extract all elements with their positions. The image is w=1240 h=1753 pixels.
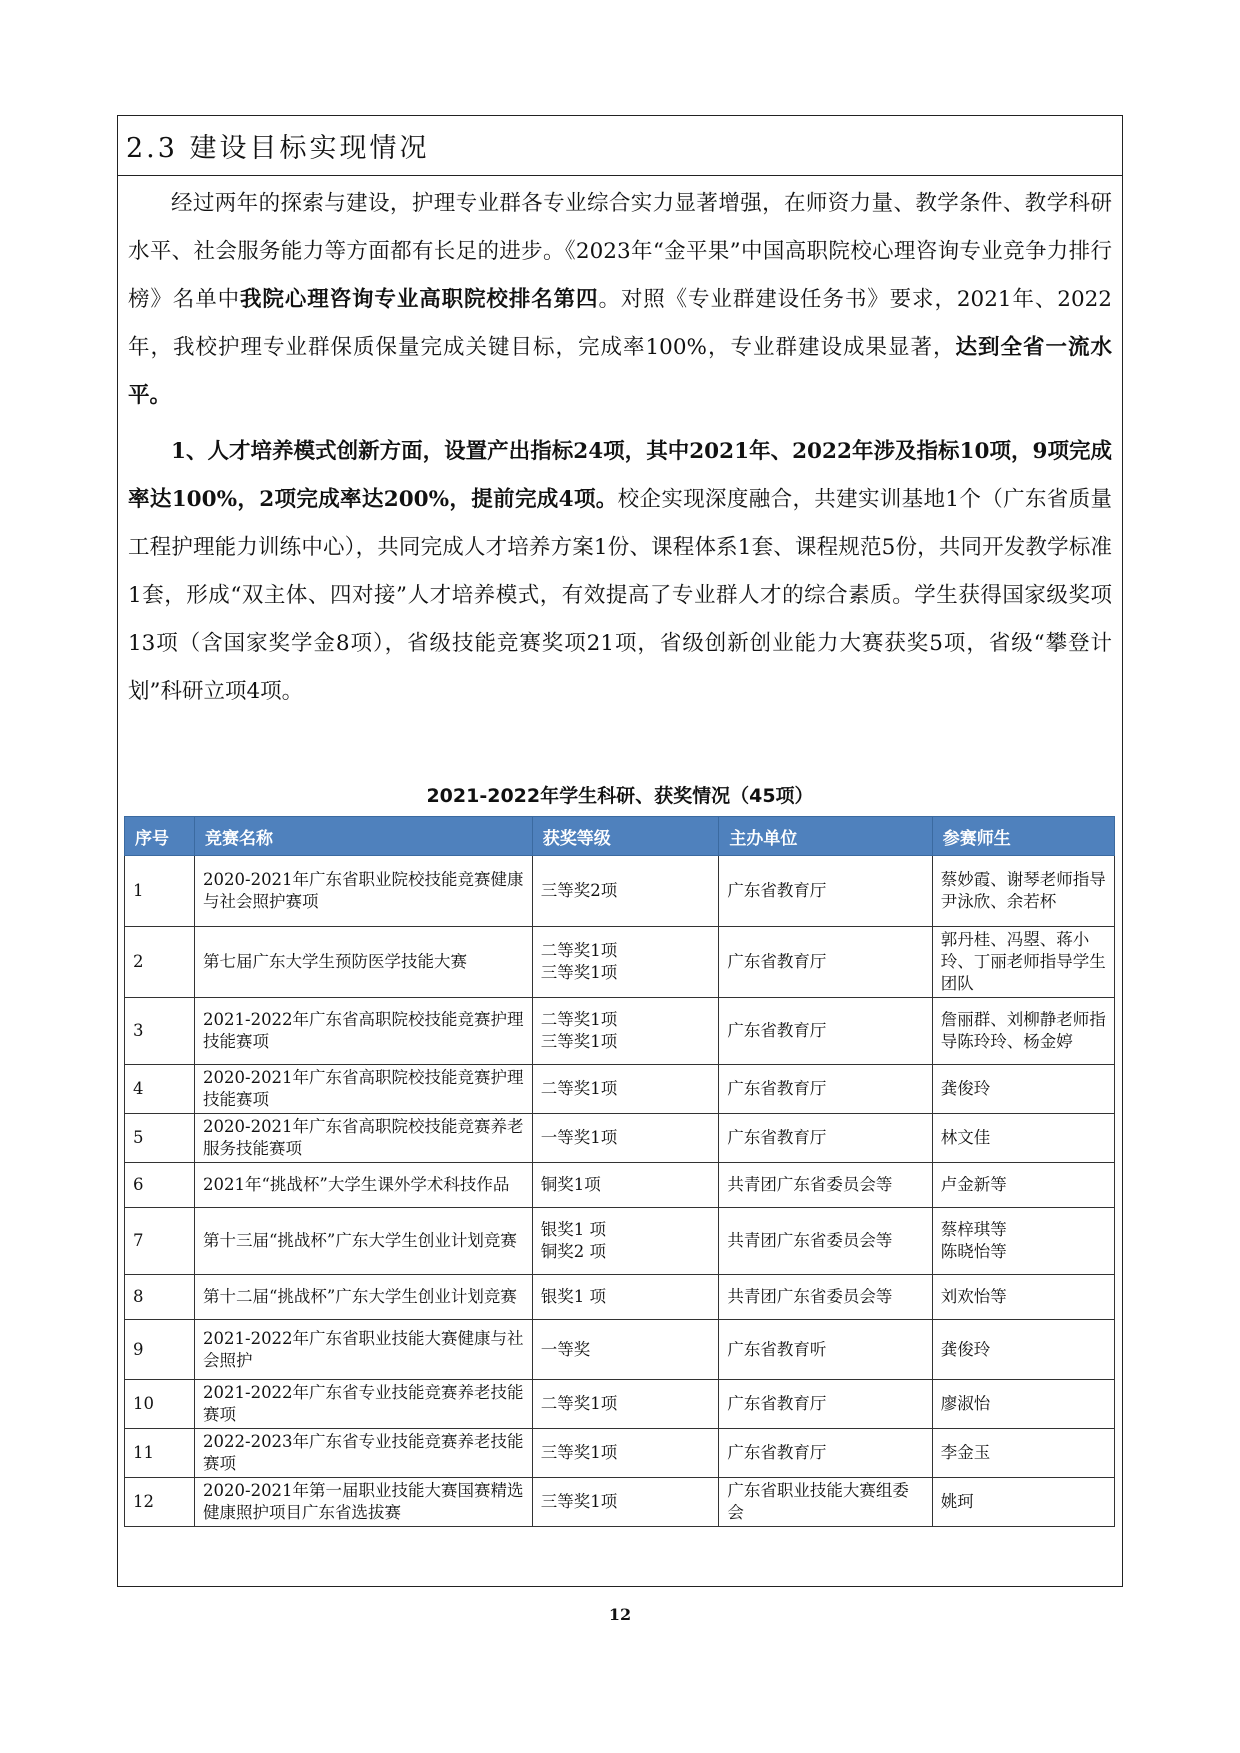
cell-name: 第七届广东大学生预防医学技能大赛 xyxy=(195,927,533,998)
content-frame xyxy=(117,115,1123,1587)
cell-people: 卢金新等 xyxy=(932,1163,1114,1208)
cell-people: 蔡梓琪等 陈晓怡等 xyxy=(932,1208,1114,1275)
cell-name: 第十三届“挑战杯”广东大学生创业计划竞赛 xyxy=(195,1208,533,1275)
para2-text-1: 校企实现深度融合，共建实训基地1个（广东省质量工程护理能力训练中心），共同完成人才培养方案1份、课程体系1套、课程规范5份，共同开发教学标准1套，形成“双主体、四对接”人才培养模式，有效提高了专业群人才的综合素质。学生获得国家级奖项13项（含国家奖学金8项），省级技能竞赛奖项21项，省级创新创业能力大赛获奖5项，省级“攀登计划”科研立项4项。 xyxy=(128,487,1112,704)
cell-people: 林文佳 xyxy=(932,1114,1114,1163)
cell-people: 龚俊玲 xyxy=(932,1320,1114,1380)
cell-org: 共青团广东省委员会等 xyxy=(719,1208,932,1275)
table-row xyxy=(125,1163,1115,1208)
cell-org: 广东省教育厅 xyxy=(719,927,932,998)
cell-org: 共青团广东省委员会等 xyxy=(719,1275,932,1320)
cell-people: 詹丽群、刘柳静老师指导陈玲玲、杨金婷 xyxy=(932,998,1114,1065)
table-row xyxy=(125,1380,1115,1429)
table-row xyxy=(125,927,1115,998)
cell-level: 三等奖1项 xyxy=(532,1429,719,1478)
table-title: 2021-2022年学生科研、获奖情况（45项） xyxy=(426,785,814,807)
header-level: 获奖等级 xyxy=(532,817,719,856)
cell-level: 三等奖2项 xyxy=(532,856,719,927)
cell-name: 2021-2022年广东省专业技能竞赛养老技能赛项 xyxy=(195,1380,533,1429)
cell-level: 银奖1 项 xyxy=(532,1275,719,1320)
header-org: 主办单位 xyxy=(719,817,932,856)
cell-name: 第十二届“挑战杯”广东大学生创业计划竞赛 xyxy=(195,1275,533,1320)
cell-name: 2020-2021年第一届职业技能大赛国赛精选健康照护项目广东省选拔赛 xyxy=(195,1478,533,1527)
para1-bold-1: 我院心理咨询专业高职院校排名第四 xyxy=(240,287,599,312)
header-name: 竞赛名称 xyxy=(195,817,533,856)
header-no: 序号 xyxy=(125,817,195,856)
cell-org: 广东省教育厅 xyxy=(719,856,932,927)
cell-people: 蔡妙霞、谢琴老师指导尹泳欣、余若杯 xyxy=(932,856,1114,927)
cell-level: 二等奖1项 xyxy=(532,1380,719,1429)
cell-no: 2 xyxy=(125,927,195,998)
cell-level: 二等奖1项 xyxy=(532,1065,719,1114)
table-row xyxy=(125,1065,1115,1114)
cell-no: 7 xyxy=(125,1208,195,1275)
body-text xyxy=(118,176,1122,716)
paragraph-2 xyxy=(128,428,1112,716)
cell-level: 二等奖1项 三等奖1项 xyxy=(532,998,719,1065)
para1-bold-2: 达到全省一流水平。 xyxy=(128,335,1112,408)
cell-name: 2020-2021年广东省高职院校技能竞赛养老服务技能赛项 xyxy=(195,1114,533,1163)
cell-no: 12 xyxy=(125,1478,195,1527)
cell-people: 刘欢怡等 xyxy=(932,1275,1114,1320)
cell-name: 2021-2022年广东省高职院校技能竞赛护理技能赛项 xyxy=(195,998,533,1065)
cell-org: 广东省职业技能大赛组委会 xyxy=(719,1478,932,1527)
cell-people: 李金玉 xyxy=(932,1429,1114,1478)
table-row xyxy=(125,1320,1115,1380)
cell-name: 2021-2022年广东省职业技能大赛健康与社会照护 xyxy=(195,1320,533,1380)
cell-org: 广东省教育厅 xyxy=(719,998,932,1065)
cell-no: 8 xyxy=(125,1275,195,1320)
header-people: 参赛师生 xyxy=(932,817,1114,856)
cell-people: 郭丹桂、冯曌、蒋小玲、丁丽老师指导学生团队 xyxy=(932,927,1114,998)
cell-no: 5 xyxy=(125,1114,195,1163)
cell-people: 姚珂 xyxy=(932,1478,1114,1527)
cell-no: 10 xyxy=(125,1380,195,1429)
page-number: 12 xyxy=(608,1605,632,1624)
cell-name: 2020-2021年广东省职业院校技能竞赛健康与社会照护赛项 xyxy=(195,856,533,927)
cell-level: 一等奖 xyxy=(532,1320,719,1380)
cell-level: 二等奖1项 三等奖1项 xyxy=(532,927,719,998)
cell-level: 铜奖1项 xyxy=(532,1163,719,1208)
cell-org: 广东省教育厅 xyxy=(719,1380,932,1429)
cell-name: 2020-2021年广东省高职院校技能竞赛护理技能赛项 xyxy=(195,1065,533,1114)
section-heading: 2.3 建设目标实现情况 xyxy=(118,116,1122,176)
cell-no: 1 xyxy=(125,856,195,927)
cell-people: 龚俊玲 xyxy=(932,1065,1114,1114)
cell-no: 6 xyxy=(125,1163,195,1208)
table-row xyxy=(125,1429,1115,1478)
cell-level: 银奖1 项 铜奖2 项 xyxy=(532,1208,719,1275)
table-header-row xyxy=(125,817,1115,856)
cell-no: 11 xyxy=(125,1429,195,1478)
cell-no: 4 xyxy=(125,1065,195,1114)
awards-table xyxy=(124,816,1115,1527)
cell-org: 共青团广东省委员会等 xyxy=(719,1163,932,1208)
table-row xyxy=(125,1478,1115,1527)
cell-org: 广东省教育厅 xyxy=(719,1065,932,1114)
para2-bold-1: 1、人才培养模式创新方面，设置产出指标24项，其中2021年、2022年涉及指标10项，9项完成率达100%，2项完成率达200%，提前完成4项。 xyxy=(128,439,1112,512)
cell-org: 广东省教育听 xyxy=(719,1320,932,1380)
paragraph-1 xyxy=(128,180,1112,420)
para1-text-1: 经过两年的探索与建设，护理专业群各专业综合实力显著增强，在师资力量、教学条件、教学科研水平、社会服务能力等方面都有长足的进步。《2023年“金平果”中国高职院校心理咨询专业竞争力排行榜》名单中 xyxy=(128,191,1112,312)
table-row xyxy=(125,1208,1115,1275)
cell-no: 3 xyxy=(125,998,195,1065)
table-row xyxy=(125,1114,1115,1163)
cell-no: 9 xyxy=(125,1320,195,1380)
cell-level: 三等奖1项 xyxy=(532,1478,719,1527)
para1-text-2: 。对照《专业群建设任务书》要求，2021年、2022年，我校护理专业群保质保量完成关键目标，完成率100%，专业群建设成果显著， xyxy=(128,287,1112,360)
table-row xyxy=(125,856,1115,927)
cell-org: 广东省教育厅 xyxy=(719,1114,932,1163)
cell-name: 2021年“挑战杯”大学生课外学术科技作品 xyxy=(195,1163,533,1208)
cell-name: 2022-2023年广东省专业技能竞赛养老技能赛项 xyxy=(195,1429,533,1478)
cell-org: 广东省教育厅 xyxy=(719,1429,932,1478)
cell-people: 廖淑怡 xyxy=(932,1380,1114,1429)
table-row xyxy=(125,998,1115,1065)
cell-level: 一等奖1项 xyxy=(532,1114,719,1163)
table-row xyxy=(125,1275,1115,1320)
